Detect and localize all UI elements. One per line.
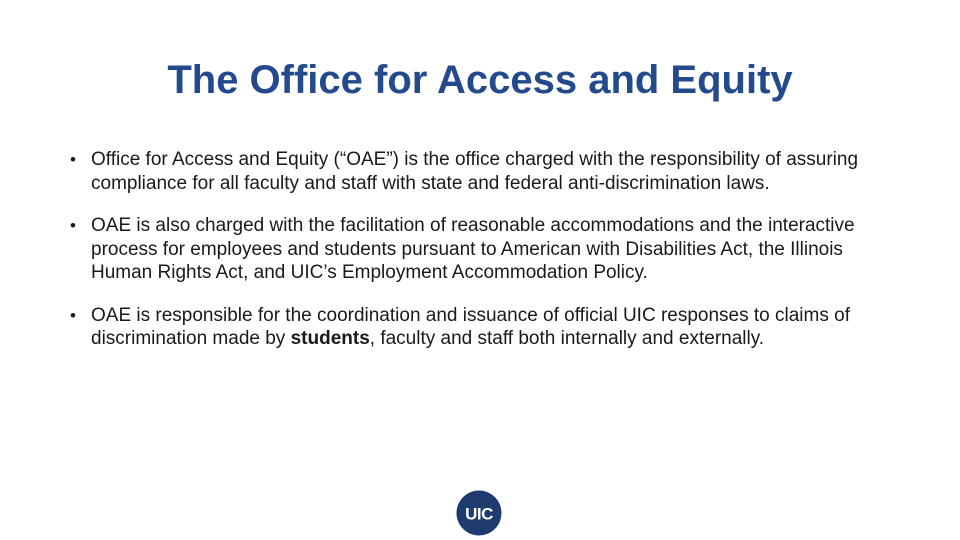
bullet-text: OAE is also charged with the facilitation of reasonable accommodations and the interactive process for employees and students pursuant to American with Disabilities Act, the Illinois Human Rights Act, and UIC’s Employment Accommodation Policy. (91, 215, 855, 283)
bullet-item-oae-accommodations (70, 214, 890, 285)
uic-logo-text: UIC (465, 504, 493, 524)
bullet-text-bold: students (290, 328, 370, 349)
bullet-marker: • (70, 150, 76, 169)
bullet-item-oae-compliance (70, 148, 890, 195)
bullet-text-before: OAE is responsible for the coordination and issuance of official UIC responses to claims of discrimination made by (91, 304, 850, 349)
bullet-marker: • (70, 305, 76, 325)
uic-logo (456, 490, 502, 536)
slide-title: The Office for Access and Equity (167, 58, 793, 102)
bullet-text-after: , faculty and staff both internally and externally. (369, 328, 765, 349)
bullet-item-oae-responses (70, 304, 890, 351)
bullet-list (70, 148, 890, 370)
bullet-marker: • (70, 216, 76, 235)
bullet-text: Office for Access and Equity (“OAE”) is the office charged with the responsibility of assuring compliance for all faculty and staff with state and federal anti-discrimination laws. (91, 149, 859, 194)
